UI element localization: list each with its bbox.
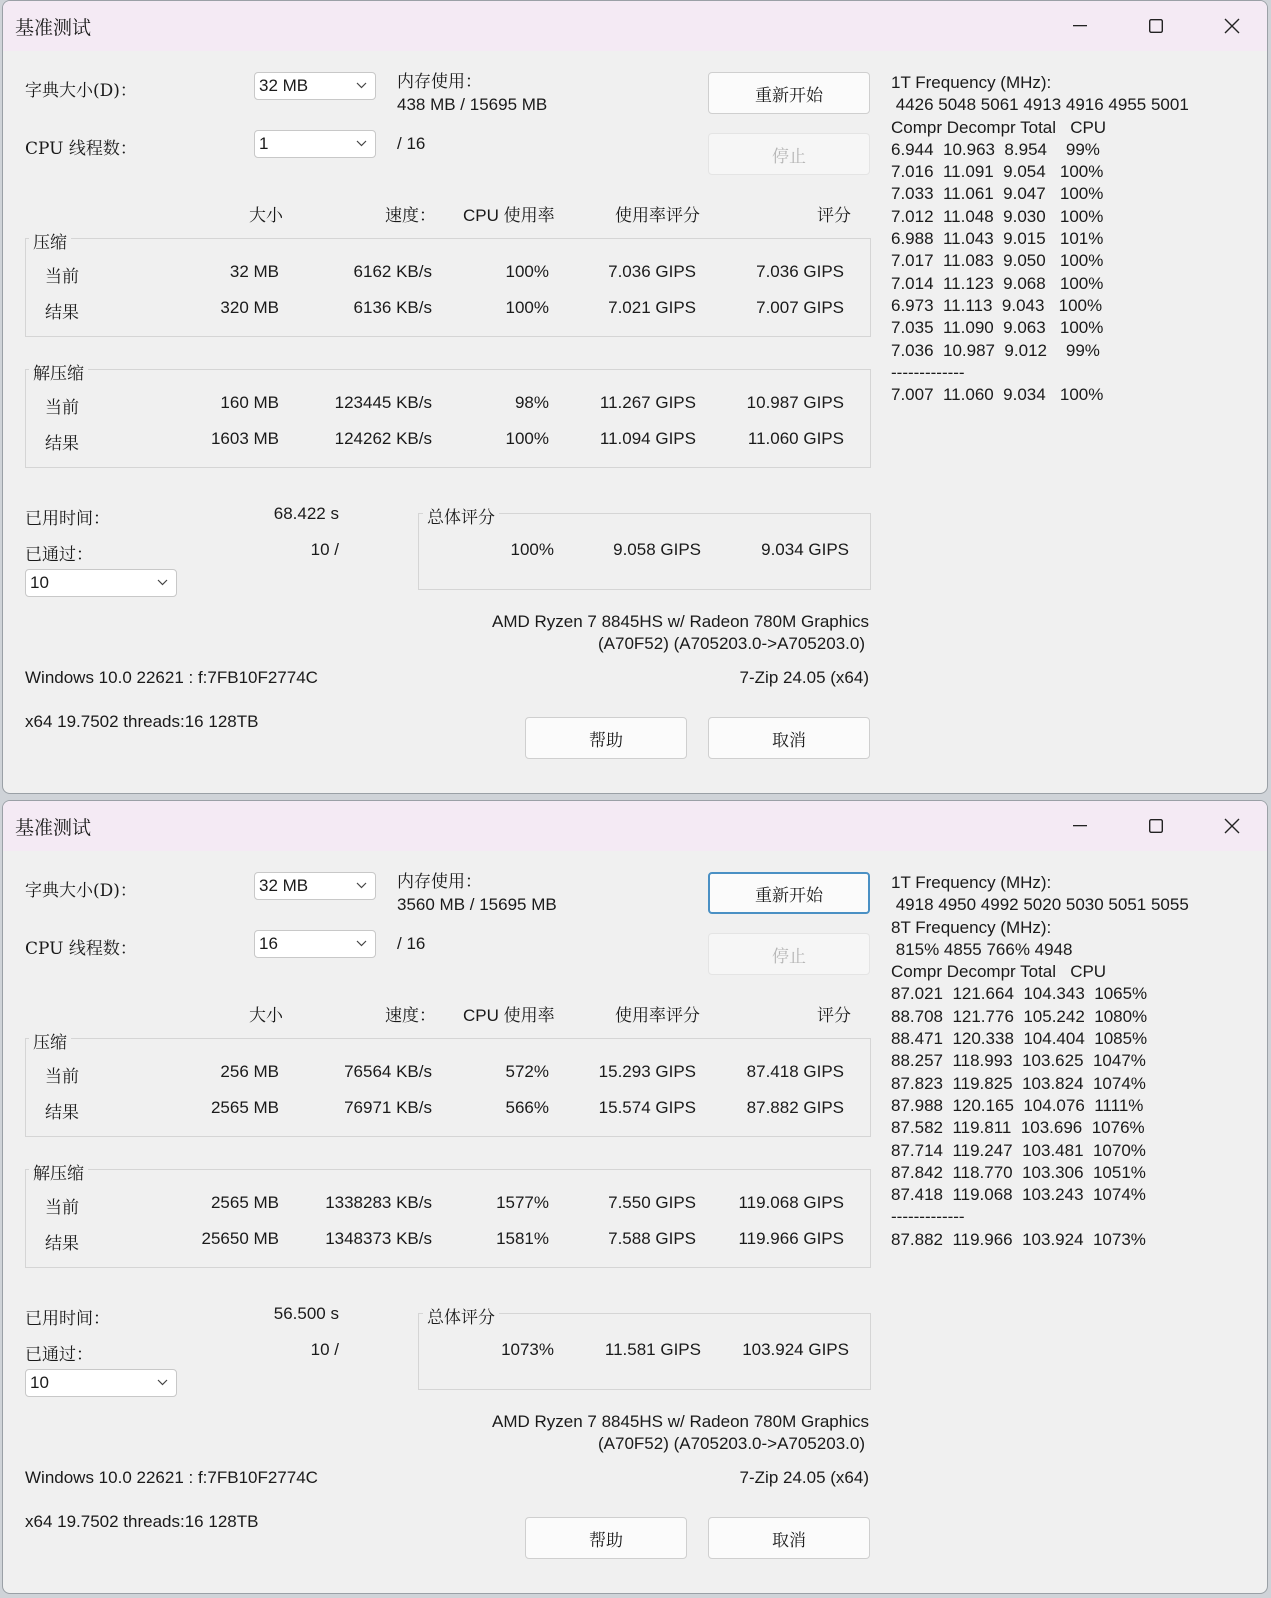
elapsed-time-label: 已用时间： [25, 1309, 110, 1329]
decompress-result-size: 25650 MB [201, 1229, 279, 1248]
stop-button[interactable]: 停止 [708, 933, 870, 975]
passed-value: 10 / [310, 1340, 339, 1359]
total-rating: 9.034 GIPS [761, 540, 849, 559]
passes-select[interactable] [25, 569, 177, 597]
chevron-down-icon [356, 882, 367, 889]
minimize-icon [1073, 25, 1087, 27]
compress-group-label: 压缩 [29, 228, 71, 253]
decompress-result-rating: 11.060 GIPS [747, 429, 844, 448]
cpu-name: AMD Ryzen 7 8845HS w/ Radeon 780M Graphics [491, 1412, 869, 1431]
log-line: 87.714 119.247 103.481 1070% [891, 1140, 1146, 1160]
elapsed-time-value: 68.422 s [273, 504, 339, 523]
cpu-threads-total: / 16 [397, 134, 426, 153]
close-icon [1224, 18, 1240, 34]
passes-select[interactable] [25, 1369, 177, 1397]
os-info: Windows 10.0 22621 : f:7FB10F2774C [25, 668, 318, 687]
zip-version: 7-Zip 24.05 (x64) [739, 1468, 869, 1487]
cpu-threads-label: CPU 线程数： [25, 139, 137, 159]
total-usage-rating: 9.058 GIPS [613, 540, 701, 559]
compress-group [25, 1038, 871, 1137]
compress-result-label: 结果 [45, 1103, 79, 1123]
log-line: 1T Frequency (MHz): [891, 73, 1052, 92]
minimize-button[interactable] [1057, 9, 1103, 43]
log-line: 88.708 121.776 105.242 1080% [891, 1006, 1148, 1026]
compress-result-rating: 7.007 GIPS [756, 298, 844, 317]
passed-label: 已通过： [25, 1345, 93, 1365]
benchmark-log [891, 872, 1189, 1251]
cpu-threads-value: 16 [259, 934, 278, 953]
memory-usage-label: 内存使用： [397, 872, 482, 892]
log-line: 7.016 11.091 9.054 100% [891, 162, 1104, 182]
benchmark-window-1 [2, 0, 1268, 794]
log-line: ------------- [891, 362, 965, 382]
log-line: 4426 5048 5061 4913 4916 4955 5001 [891, 95, 1189, 115]
decompress-result-label: 结果 [45, 1234, 79, 1254]
compress-result-speed: 6136 KB/s [353, 298, 432, 317]
compress-current-label: 当前 [45, 1067, 79, 1087]
maximize-icon [1149, 19, 1163, 33]
decompress-current-usage-rating: 11.267 GIPS [599, 393, 696, 412]
cpu-threads-select[interactable] [254, 930, 376, 958]
log-line: 1T Frequency (MHz): [891, 873, 1052, 892]
restart-button[interactable]: 重新开始 [708, 72, 870, 114]
decompress-group-label: 解压缩 [29, 359, 88, 384]
compress-result-label: 结果 [45, 303, 79, 323]
header-speed: 速度： [385, 1006, 436, 1026]
decompress-result-rating: 119.966 GIPS [738, 1229, 844, 1248]
maximize-button[interactable] [1133, 9, 1179, 43]
cancel-button[interactable]: 取消 [708, 717, 870, 759]
log-line: 87.823 119.825 103.824 1074% [891, 1073, 1146, 1093]
log-line: 7.014 11.123 9.068 100% [891, 273, 1104, 293]
maximize-button[interactable] [1133, 809, 1179, 843]
decompress-current-rating: 10.987 GIPS [746, 393, 844, 412]
passes-select-value: 10 [30, 573, 49, 592]
decompress-result-cpu-usage: 100% [505, 429, 549, 448]
decompress-current-speed: 123445 KB/s [334, 393, 432, 412]
header-usage-rating: 使用率评分 [615, 1006, 700, 1026]
header-usage-rating: 使用率评分 [615, 206, 700, 226]
chevron-down-icon [356, 140, 367, 147]
decompress-result-speed: 124262 KB/s [334, 429, 432, 448]
header-size: 大小 [249, 1006, 283, 1026]
title-bar[interactable] [3, 801, 1267, 851]
close-button[interactable] [1209, 9, 1255, 43]
maximize-icon [1149, 819, 1163, 833]
dictionary-size-label: 字典大小(D)： [25, 881, 137, 901]
compress-current-size: 32 MB [229, 262, 279, 281]
compress-current-size: 256 MB [220, 1062, 279, 1081]
memory-usage-label: 内存使用： [397, 72, 482, 92]
compress-current-usage-rating: 15.293 GIPS [598, 1062, 696, 1081]
compress-result-rating: 87.882 GIPS [746, 1098, 844, 1117]
dictionary-size-select[interactable] [254, 72, 376, 100]
header-rating: 评分 [817, 206, 851, 226]
window-title: 基准测试 [15, 18, 92, 39]
log-line: 87.882 119.966 103.924 1073% [891, 1229, 1146, 1249]
log-line: 87.418 119.068 103.243 1074% [891, 1185, 1146, 1205]
decompress-result-label: 结果 [45, 434, 79, 454]
elapsed-time-value: 56.500 s [273, 1304, 339, 1323]
compress-result-cpu-usage: 566% [505, 1098, 549, 1117]
log-line: 7.035 11.090 9.063 100% [891, 318, 1104, 338]
memory-usage-value: 3560 MB / 15695 MB [397, 895, 557, 914]
cpu-threads-total: / 16 [397, 934, 426, 953]
passed-label: 已通过： [25, 545, 93, 565]
header-cpu-usage: CPU 使用率 [463, 1006, 555, 1025]
decompress-result-usage-rating: 7.588 GIPS [608, 1229, 696, 1248]
total-usage-rating: 11.581 GIPS [604, 1340, 701, 1359]
cpu-threads-label: CPU 线程数： [25, 939, 137, 959]
log-line: 87.988 120.165 104.076 1111% [891, 1095, 1144, 1115]
dictionary-size-label: 字典大小(D)： [25, 81, 137, 101]
help-button[interactable]: 帮助 [525, 717, 687, 759]
decompress-current-cpu-usage: 98% [514, 393, 549, 412]
decompress-group-label: 解压缩 [29, 1159, 88, 1184]
compress-current-rating: 87.418 GIPS [746, 1062, 844, 1081]
log-line: ------------- [891, 1207, 965, 1227]
zip-version: 7-Zip 24.05 (x64) [739, 668, 869, 687]
decompress-current-size: 160 MB [220, 393, 279, 412]
dictionary-size-value: 32 MB [259, 876, 309, 895]
memory-usage-value: 438 MB / 15695 MB [397, 95, 548, 114]
cpu-id: (A70F52) (A705203.0->A705203.0) [598, 634, 865, 653]
decompress-current-size: 2565 MB [210, 1193, 279, 1212]
compress-result-usage-rating: 7.021 GIPS [608, 298, 696, 317]
compress-result-speed: 76971 KB/s [344, 1098, 432, 1117]
decompress-result-size: 1603 MB [210, 429, 279, 448]
log-line: 87.021 121.664 104.343 1065% [891, 984, 1148, 1004]
close-icon [1224, 818, 1240, 834]
log-line: 6.973 11.113 9.043 100% [891, 295, 1103, 315]
decompress-current-speed: 1338283 KB/s [325, 1193, 432, 1212]
compress-current-usage-rating: 7.036 GIPS [608, 262, 696, 281]
log-line: 6.944 10.963 8.954 99% [891, 139, 1100, 159]
log-line: 7.017 11.083 9.050 100% [891, 251, 1104, 271]
log-line: 88.471 120.338 104.404 1085% [891, 1029, 1148, 1049]
compress-result-size: 2565 MB [210, 1098, 279, 1117]
decompress-current-cpu-usage: 1577% [496, 1193, 549, 1212]
cpu-threads-select[interactable] [254, 130, 376, 158]
compress-current-cpu-usage: 572% [505, 1062, 549, 1081]
log-line: 87.842 118.770 103.306 1051% [891, 1162, 1146, 1182]
header-speed: 速度： [385, 206, 436, 226]
log-line: Compr Decompr Total CPU [891, 962, 1107, 982]
chevron-down-icon [157, 1379, 168, 1386]
decompress-group [25, 1169, 871, 1268]
chevron-down-icon [356, 82, 367, 89]
arch-info: x64 19.7502 threads:16 128TB [25, 1512, 259, 1531]
close-button[interactable] [1209, 809, 1255, 843]
cpu-name: AMD Ryzen 7 8845HS w/ Radeon 780M Graphics [491, 612, 869, 631]
benchmark-log [891, 72, 1189, 406]
total-rating-label: 总体评分 [423, 503, 499, 528]
passed-value: 10 / [310, 540, 339, 559]
log-line: 88.257 118.993 103.625 1047% [891, 1051, 1146, 1071]
log-line: 7.036 10.987 9.012 99% [891, 340, 1100, 360]
decompress-result-usage-rating: 11.094 GIPS [599, 429, 696, 448]
log-line: 7.007 11.060 9.034 100% [891, 385, 1104, 405]
chevron-down-icon [157, 579, 168, 586]
compress-result-size: 320 MB [220, 298, 279, 317]
compress-current-speed: 76564 KB/s [344, 1062, 432, 1081]
chevron-down-icon [356, 940, 367, 947]
compress-current-cpu-usage: 100% [505, 262, 549, 281]
total-cpu-usage: 1073% [501, 1340, 554, 1359]
decompress-result-speed: 1348373 KB/s [325, 1229, 432, 1248]
dictionary-size-value: 32 MB [259, 76, 309, 95]
os-info: Windows 10.0 22621 : f:7FB10F2774C [25, 1468, 318, 1487]
log-line: Compr Decompr Total CPU [891, 117, 1107, 137]
compress-current-speed: 6162 KB/s [353, 262, 432, 281]
cancel-button[interactable]: 取消 [708, 1517, 870, 1559]
restart-button[interactable]: 重新开始 [708, 872, 870, 914]
elapsed-time-label: 已用时间： [25, 509, 110, 529]
decompress-current-label: 当前 [45, 1198, 79, 1218]
log-line: 7.033 11.061 9.047 100% [891, 184, 1104, 204]
total-cpu-usage: 100% [510, 540, 554, 559]
compress-result-cpu-usage: 100% [505, 298, 549, 317]
decompress-current-label: 当前 [45, 398, 79, 418]
decompress-current-usage-rating: 7.550 GIPS [608, 1193, 696, 1212]
minimize-button[interactable] [1057, 809, 1103, 843]
stop-button[interactable]: 停止 [708, 133, 870, 175]
log-line: 7.012 11.048 9.030 100% [891, 206, 1104, 226]
header-cpu-usage: CPU 使用率 [463, 206, 555, 225]
log-line: 815% 4855 766% 4948 [891, 939, 1073, 959]
cpu-id: (A70F52) (A705203.0->A705203.0) [598, 1434, 865, 1453]
passes-select-value: 10 [30, 1373, 49, 1392]
help-button[interactable]: 帮助 [525, 1517, 687, 1559]
window-title: 基准测试 [15, 818, 92, 839]
log-line: 4918 4950 4992 5020 5030 5051 5055 [891, 895, 1189, 915]
log-line: 6.988 11.043 9.015 101% [891, 229, 1104, 249]
cpu-threads-value: 1 [259, 134, 269, 153]
log-line: 8T Frequency (MHz): [891, 917, 1052, 937]
compress-current-label: 当前 [45, 267, 79, 287]
decompress-result-cpu-usage: 1581% [496, 1229, 549, 1248]
arch-info: x64 19.7502 threads:16 128TB [25, 712, 259, 731]
minimize-icon [1073, 825, 1087, 827]
title-bar[interactable] [3, 1, 1267, 51]
log-line: 87.582 119.811 103.696 1076% [891, 1118, 1145, 1138]
total-rating: 103.924 GIPS [742, 1340, 849, 1359]
compress-group [25, 238, 871, 337]
total-rating-label: 总体评分 [423, 1303, 499, 1328]
header-size: 大小 [249, 206, 283, 226]
decompress-current-rating: 119.068 GIPS [738, 1193, 844, 1212]
compress-group-label: 压缩 [29, 1028, 71, 1053]
decompress-group [25, 369, 871, 468]
dictionary-size-select[interactable] [254, 872, 376, 900]
compress-current-rating: 7.036 GIPS [756, 262, 844, 281]
benchmark-window-2 [2, 800, 1268, 1594]
header-rating: 评分 [817, 1006, 851, 1026]
compress-result-usage-rating: 15.574 GIPS [598, 1098, 696, 1117]
